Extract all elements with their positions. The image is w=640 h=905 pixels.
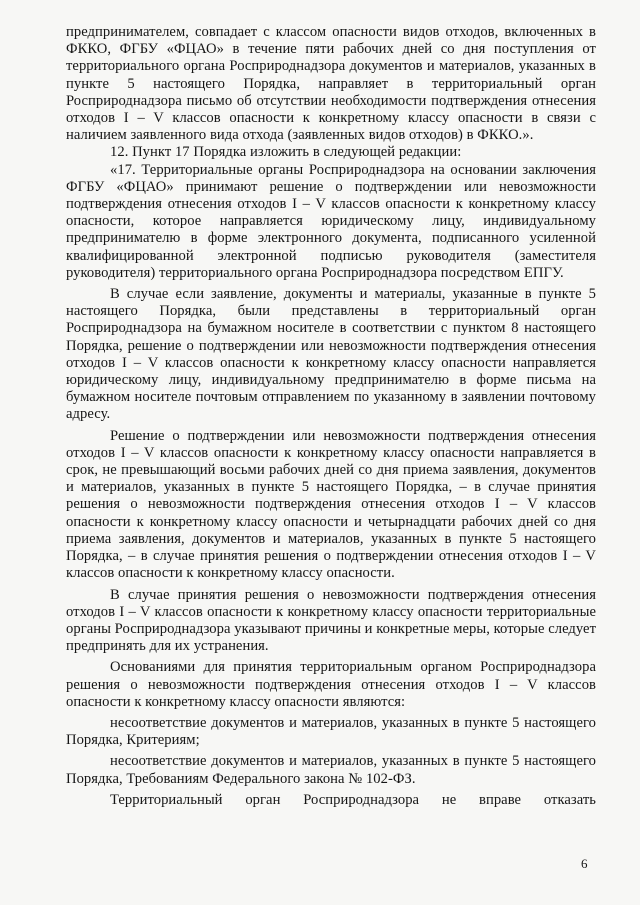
paragraph-5: Решение о подтверждении или невозможности подтверждения отнесения отходов I – V классов опасности к конкретному классу опасности направляется в срок, не превышающий восьми рабочих дней со дня приема заявления, документов и материалов, указанных в пункте 5 настоящего Порядка, – в случае принятия решения о невозможности подтверждения отнесения отходов I – V классов опасности к конкретному классу опасности и четырнадцати рабочих дней со дня приема заявления, документов и материалов, указанных в пункте 5 настоящего Порядка, – в случае принятия решения о подтверждении отнесения отходов I – V классов опасности к конкретному классу опасности. bbox=[66, 427, 596, 582]
paragraph-10: Территориальный орган Росприроднадзора не вправе отказать bbox=[110, 791, 596, 808]
paragraph-6: В случае принятия решения о невозможности подтверждения отнесения отходов I – V классов опасности к конкретному классу опасности территориальные органы Росприроднадзора указывают причины и конкретные меры, которые следует предпринять для их устранения. bbox=[66, 586, 596, 655]
paragraph-4: В случае если заявление, документы и материалы, указанные в пункте 5 настоящего Порядка, были представлены в территориальный орган Росприроднадзора на бумажном носителе в соответствии с пунктом 8 настоящего Порядка, решение о подтверждении или невозможности подтверждения отнесения отходов I – V классов опасности к конкретному классу опасности направляется юридическому лицу, индивидуальному предпринимателю в форме письма на бумажном носителе почтовым отправлением по указанному в заявлении почтовому адресу. bbox=[66, 286, 596, 423]
page-number: 6 bbox=[581, 856, 588, 871]
document-page bbox=[66, 24, 596, 809]
paragraph-7: Основаниями для принятия территориальным органом Росприроднадзора решения о невозможности подтверждения отнесения отходов I – V классов опасности к конкретному классу опасности являются: bbox=[66, 659, 596, 710]
paragraph-8: несоответствие документов и материалов, указанных в пункте 5 настоящего Порядка, Критериям; bbox=[66, 714, 596, 749]
paragraph-1: предпринимателем, совпадает с классом опасности видов отходов, включенных в ФККО, ФГБУ «ФЦАО» в течение пяти рабочих дней со дня поступления от территориального органа Росприроднадзора документов и материалов, указанных в пункте 5 настоящего Порядка, направляет в территориальный орган Росприроднадзора письмо об отсутствии необходимости подтверждения отнесения отходов I – V классов опасности к конкретному классу опасности в связи с наличием заявленного вида отхода (заявленных видов отходов) в ФККО.». bbox=[66, 24, 596, 144]
paragraph-3: «17. Территориальные органы Росприроднадзора на основании заключения ФГБУ «ФЦАО» принимают решение о подтверждении или невозможности подтверждения отнесения отходов I – V классов опасности к конкретному классу опасности, которое направляется юридическому лицу, индивидуальному предпринимателю в форме электронного документа, подписанного усиленной квалифицированной электронной подписью руководителя (заместителя руководителя) территориального органа Росприроднадзора посредством ЕПГУ. bbox=[66, 161, 596, 281]
paragraph-2: 12. Пункт 17 Порядка изложить в следующей редакции: bbox=[110, 144, 462, 161]
paragraph-9: несоответствие документов и материалов, указанных в пункте 5 настоящего Порядка, Требованиям Федерального закона № 102-ФЗ. bbox=[66, 753, 596, 787]
